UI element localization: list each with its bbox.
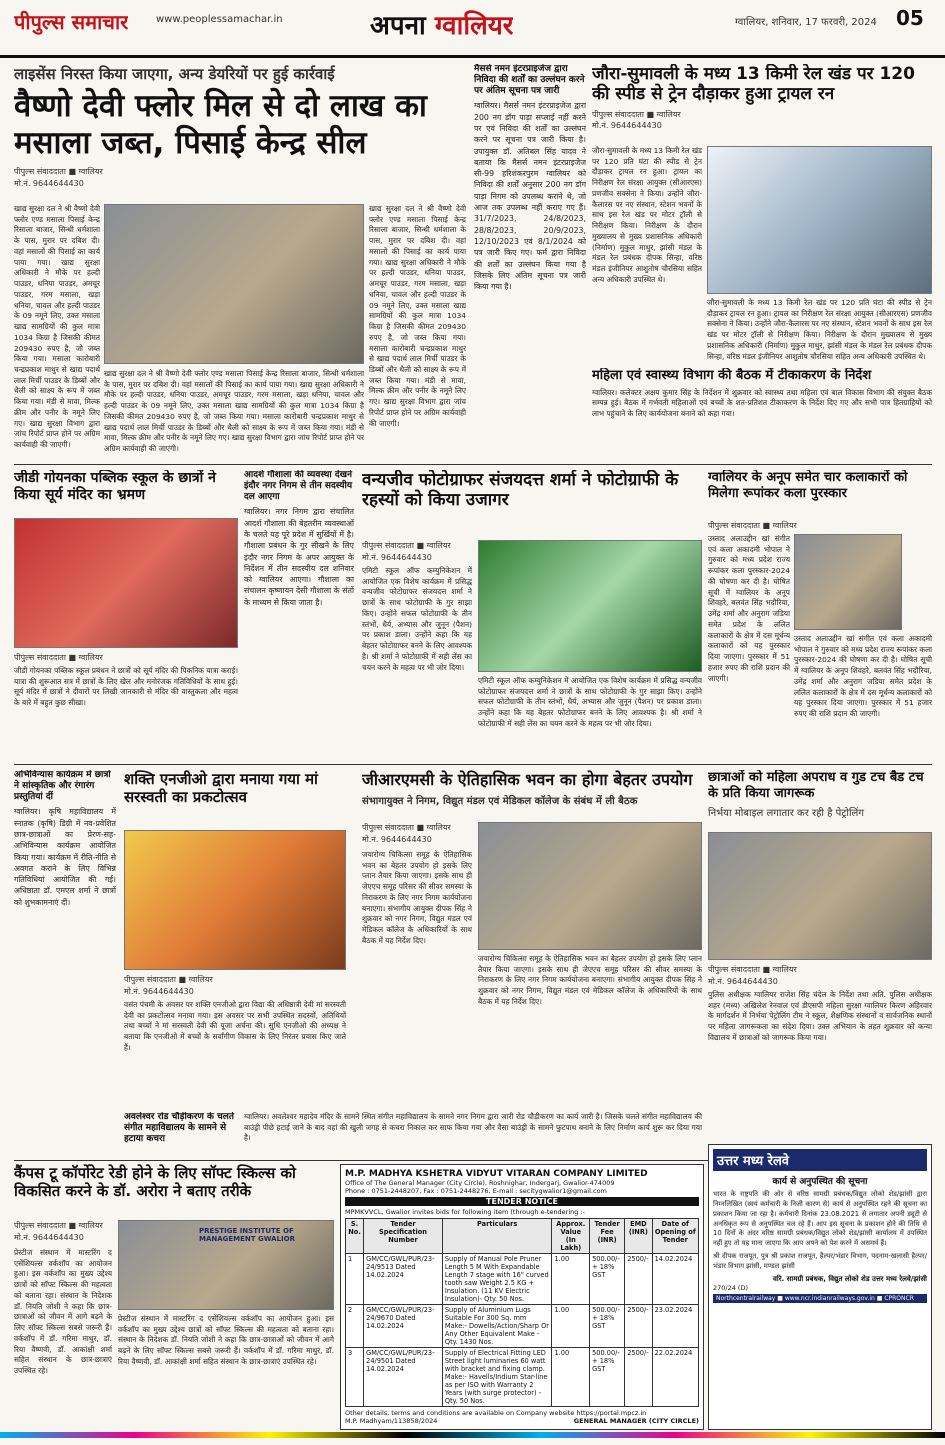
tender-cell-spec: GM/CC/GWL/PUR/23-24/9513 Dated 14.02.2024 xyxy=(364,1254,443,1305)
tender-cell-value: 1.00 xyxy=(552,1305,590,1348)
byline: पीपुल्स संवाददाता ■ ग्वालियर xyxy=(592,109,681,119)
page-header xyxy=(0,0,945,58)
article-headline: आदर्श गौशाला की व्यवस्था देखने इंदौर नगर निगम से तीन सदस्यीय दल आएगा xyxy=(244,470,353,502)
tender-cell-emd: 2500/- xyxy=(625,1305,652,1348)
mobile-number: मो.नं. 9644644430 xyxy=(362,553,432,562)
article-headline: ग्वालियर के अनूप समेत चार कलाकारों को मिलेगा रूपांकर कला पुरस्कार xyxy=(708,470,908,501)
article-photo xyxy=(124,830,346,970)
railway-social: Northcentralrailway ■ www.ncr.indianrailways.gov.in ■ CPRONCR xyxy=(713,1294,927,1303)
institute-banner: PRESTIGE INSTITUTE OF MANAGEMENT GWALIOR xyxy=(199,1227,295,1243)
masthead: पीपुल्स समाचार xyxy=(14,10,129,34)
tender-col-header: Approx. Value (In Lakh) xyxy=(552,1219,590,1254)
tender-cell-spec: GM/CC/GWL/PUR/23-24/9501 Dated 14.02.2024 xyxy=(364,1348,443,1407)
article-headline: मैसर्स नमन इंटरप्राइजेज द्वारा निविदा की शर्तों का उल्लंघन करने पर अंतिम सूचना पत्र जारी xyxy=(474,64,585,96)
dateline: ग्वालियर, शनिवार, 17 फरवरी, 2024 xyxy=(735,17,877,28)
article-body: पुलिस अधीक्षक ग्वालियर राजेश सिंह चंदेल के निर्देश तथा अति. पुलिस अधीक्षक शहर (मध्य) अखिलेश रेनवाल एवं डीएसपी महिला सुरक्षा ग्वालियर किरण अहिरवार के मार्गदर्शन में निर्भया पेट्रोलिंग टीम ने स्कूल, शैक्षणिक संस्थानों व सार्वजनिक स्थानों पर महिला जागरूकता का संदेश दिया। उक्त अभियान के तहत शुक्रवार को कन्या विद्यालय में छात्राओं को जागरूक किया गया। xyxy=(708,990,932,1042)
mobile-number: मो.नं. 9644644430 xyxy=(362,835,432,844)
website-link[interactable]: www.peoplessamachar.in xyxy=(156,14,283,25)
tender-cell-spec: GM/CC/GWL/PUR/23-24/9670 Dated 14.02.2024 xyxy=(364,1305,443,1348)
article-body: ग्वालियर। कृषि महाविद्यालय में स्नातक (कृषि) डिग्री में नव-प्रवेशित छात्र-छात्राओं का प्रेरण-सह-अभिविन्यास कार्यक्रम आयोजित किया गया। कार्यक्रम में रीति-नीति से अवगत कराने के लिए विभिन्न गतिविधियां आयोजित की गईं। अधिष्ठाता डॉ. एमएल शर्मा ने छात्रों को शुभकामनाएं दीं। xyxy=(14,807,116,907)
tender-company: M.P. MADHYA KSHETRA VIDYUT VITARAN COMPANY LIMITED xyxy=(345,1169,648,1179)
tender-cell-sno: 1 xyxy=(346,1254,364,1305)
article-body: जौरा-सुमावली के मध्य 13 किमी रेल खंड पर 120 प्रति घंटा की स्पीड से ट्रेन दौड़ाकर ट्रायल रन हुआ। ट्रायल का निरीक्षण रेल संरक्षा आयुक्त (सीआरएस) प्रणजीव सक्सेना ने किया। उन्होंने जौरा-कैलारस पर नए संस्थान, स्टेशन भवनों के साथ इस रेल खंड पर मोटर ट्रॉली से निरीक्षण किया। निरीक्षण के दौरान मुख्यालय से मुख्य प्रशासनिक अधिकारी (निर्माण) मुकुल माथुर, झांसी मंडल के मंडल रेल प्रबंधक दीपक सिन्हा, वरिष्ठ मंडल इंजीनियर आशुतोष चौरसिया सहित अन्य अधिकारी उपस्थित थे। xyxy=(592,146,702,284)
article-gaushala xyxy=(244,470,354,760)
tender-cell-date: 14.02.2024 xyxy=(652,1254,698,1305)
tender-cell-sno: 3 xyxy=(346,1348,364,1407)
article-body: जीडी गोयनका पब्लिक स्कूल प्रबंधन ने छात्रों को सूर्य मंदिर की पिकनिक यात्रा कराई। यात्रा की शुरूआत सत्र में छात्रों के लिए खेल और मनोरंजक गतिविधियों के साथ हुई। सूर्य मंदिर में छात्रों ने दीवारों पर लिखी जानकारी से मंदिर की वास्तुकला और महत्व के बारे में बहुत कुछ सीखा। xyxy=(14,666,238,708)
article-orientation xyxy=(14,770,116,1156)
article-photo xyxy=(118,1220,334,1310)
article-body: जयारोग्य चिकित्सा समूह के ऐतिहासिक भवन का बेहतर उपयोग हो इसके लिए प्लान तैयार किया जाएगा। इसके साथ ही जेएएच समूह परिसर की सीवर समस्या के निराकरण के लिए नगर निगम कार्ययोजना बनाएगा। संभागीय आयुक्त दीपक सिंह ने शुक्रवार को नगर निगम, विद्युत मंडल एवं मेडिकल कॉलेज के अधिकारियों के साथ बैठक में यह निर्देश दिए। xyxy=(362,850,472,945)
page-number: 05 xyxy=(896,6,924,30)
railway-notice xyxy=(708,1144,932,1430)
print-color-bar xyxy=(0,1432,945,1438)
tender-table xyxy=(345,1218,699,1407)
railway-employee: श्री दीपक राजपूत, पुत्र श्री प्रकाश राजपूत, हैल्पर/भंडार विभाग, पदनाम-खलासी हैल्पर/भंडार विभाग झांसी, मण्डल झांसी xyxy=(713,1252,927,1270)
tender-notice-title: TENDER NOTICE xyxy=(345,1197,699,1206)
article-vaccination xyxy=(592,368,932,460)
article-body-cont: जयारोग्य चिकित्सा समूह के ऐतिहासिक भवन का बेहतर उपयोग हो इसके लिए प्लान तैयार किया जाएगा। इसके साथ ही जेएएच समूह परिसर की सीवर समस्या के निराकरण के लिए नगर निगम कार्ययोजना बनाएगा। संभागीय आयुक्त दीपक सिंह ने शुक्रवार को नगर निगम, विद्युत मंडल एवं मेडिकल कॉलेज के अधिकारियों के साथ बैठक में यह निर्देश दिए। xyxy=(478,954,702,1006)
article-art-award xyxy=(708,470,932,760)
article-good-touch xyxy=(708,770,932,1140)
article-headline: महिला एवं स्वास्थ्य विभाग की बैठक में टीकाकरण के निर्देश xyxy=(592,368,872,383)
byline: पीपुल्स संवाददाता ■ ग्वालियर xyxy=(124,975,213,984)
tender-cell-particulars: Supply of Manual Pole Pruner Length 5 M With Expandable Length 7 stage with 16" curved tooth saw Weight 2.5 KG + Insulation. (11 KV Electric Insulation)- Qty. 50 Nos. xyxy=(442,1254,552,1305)
article-body: उस्ताद अलाउद्दीन खां संगीत एवं कला अकादमी भोपाल ने गुरुवार को मध्य प्रदेश राज्य रूपांकर कला पुरस्कार-2024 की घोषणा कर दी है। घोषित सूची में ग्वालियर के अनूप शिवहरे, बलवंत सिंह भदौरिया, उमेंद्र शर्मा और अनुराग जडिया समेत प्रदेश के ललित कलाकारों के क्षेत्र में दस मूर्धन्य कलाकारों को यह पुरस्कार दिया जाएगा। पुरस्कार में 51 हजार रुपए की राशि प्रदान की जाएगी। xyxy=(708,534,790,683)
tender-footer: Other details, terms and conditions are available on Company website https://portal.mpcz.in xyxy=(345,1409,647,1417)
article-road-widening xyxy=(124,1112,702,1156)
article-photo xyxy=(794,534,902,630)
section-title xyxy=(370,6,513,42)
tender-signatory: GENERAL MANAGER (CITY CIRCLE) xyxy=(573,1417,699,1425)
railway-subtitle: कार्य से अनुपस्थित की सूचना xyxy=(772,1177,868,1187)
article-headline: जीआरएमसी के ऐतिहासिक भवन का होगा बेहतर उपयोग xyxy=(362,770,693,789)
tender-ref: M.P. Madhyam/113858/2024 xyxy=(345,1417,438,1425)
article-saraswati xyxy=(124,770,346,1138)
tender-col-header: Particulars xyxy=(442,1219,552,1254)
tender-cell-emd: 2500/- xyxy=(625,1254,652,1305)
byline: पीपुल्स संवाददाता ■ ग्वालियर xyxy=(362,823,451,832)
article-photo xyxy=(478,822,702,950)
article-gd-goenka xyxy=(14,470,238,760)
article-body: वसंत पंचमी के अवसर पर शक्ति एनजीओ द्वारा विद्या की अधिष्ठात्री देवी मां सरस्वती देवी का प्रकटोत्सव मनाया गया। इस अवसर पर सभी उपस्थित सदस्यों, अतिथियों तथा बच्चों ने मां सरस्वती देवी की पूजा अर्चना की। सुधि एनजीओ की अध्यक्ष ने बताया कि एनजीओ में बच्चों के सर्वांगीण विकास के लिए निरंतर प्रयास किए जाते हैं। xyxy=(124,1000,346,1052)
tender-cell-sno: 2 xyxy=(346,1305,364,1348)
divider xyxy=(14,464,932,465)
railway-body: भारत के राष्ट्रपति की ओर से वरिष्ठ सामग्री प्रबंधक/विद्युत लोको शेड/झांसी द्वारा निम्नलिखित (स्वयं कर्मचारी के निजी कारण से) कार्य से अनुपस्थित रहने की सूचना का प्रकाशन किया जा रहा है। कर्मचारी दिनांक 23.08.2021 से लगातार अपनी ड्यूटी से अनधिकृत रूप से अनुपस्थित चल रहे हैं। आप इस सूचना के प्रकाशन होने की तिथि से 10 दिनों के अंदर वरिष्ठ सामग्री प्रबंधक/विद्युत लोको शेड/झांसी कार्यालय में उपस्थित नहीं हुए तो यह माना जाएगा कि आप अपने को पेश करने में असमर्थ हैं। xyxy=(713,1190,927,1248)
article-photo xyxy=(14,518,238,648)
tender-cell-fee: 500.00/- + 18% GST xyxy=(590,1254,625,1305)
tender-cell-value: 1.00 xyxy=(552,1254,590,1305)
article-body: खाद्य सुरक्षा दल ने श्री वैष्णो देवी फ्लोर एण्ड मसाला पिसाई केन्द्र रिसाला बाजार, सिन्धी धर्मशाला के पास, मुरार पर दबिश दी। वहां मसालों की पिसाई का कार्य पाया गया। खाद्य सुरक्षा अधिकारी ने मौके पर हल्दी पाउडर, धनिया पाउडर, अमचूर पाउडर, गरम मसाला, खड़ा धनिया, चावल और हल्दी पाउडर के 09 नमूने लिए, उक्त मसाला खाद्य सामग्रियों की कुल मात्रा 1034 किग्रा है जिसकी कीमत 209430 रुपए है, जो जब्त किया गया। मसाला कारोबारी चन्द्रप्रकाश माथुर से खाद्य पदार्थ लाल मिर्ची पाउडर के डिब्बों और थैली को साक्ष्य के रूप में जब्त किया गया। मंडी से मावा, मिल्क क्रीम और पनीर के नमूने लिए गए। खाद्य सुरक्षा विभाग द्वारा जांच रिपोर्ट प्राप्त होने पर अग्रिम कार्यवाही की जाएगी। xyxy=(14,204,100,450)
tender-invite: MPMKVVCL, Gwalior invites bids for following item (through e-tendering :- xyxy=(345,1208,585,1216)
section-prefix: अपना xyxy=(370,11,426,41)
tender-col-header: EMD (INR) xyxy=(625,1219,652,1254)
article-headline: अभिविन्यास कार्यक्रम में छात्रों ने सांस्कृतिक और रंगारंग प्रस्तुतियां दीं xyxy=(14,770,111,802)
tender-cell-particulars: Supply of Aluminium Lugs Suitable For 300 Sq. mm Make:- Dowells/Action/Sharp Or Any Other Equivalent Make - Qty. 1430 Nos. xyxy=(442,1305,552,1348)
article-headline: वैष्णो देवी फ्लोर मिल से दो लाख का मसाला जब्त, पिसाई केन्द्र सील xyxy=(14,88,427,162)
tender-cell-fee: 500.00/- + 18% GST xyxy=(590,1305,625,1348)
article-headline: शक्ति एनजीओ द्वारा मनाया गया मां सरस्वती का प्रकटोत्सव xyxy=(124,770,318,806)
article-subheadline: संभागायुक्त ने निगम, विद्युत मंडल एवं मेडिकल कॉलेज के संबंध में ली बैठक xyxy=(362,796,638,808)
tender-row xyxy=(346,1305,699,1348)
railway-signature: वरि. सामग्री प्रबंधक, विद्युत लोको शेड उत्तर मध्य रेलवे/झांसी xyxy=(772,1274,927,1283)
article-headline: जौरा-सुमावली के मध्य 13 किमी रेल खंड पर 120 की स्पीड से ट्रेन दौड़ाकर हुआ ट्रायल रन xyxy=(592,64,915,105)
tender-office: Office of The General Manager (City Circle), Roshnighar, Indergarj, Gwalior-474009 xyxy=(345,1179,615,1187)
article-body-cont: प्रेस्टीज संस्थान में मास्टरिंग द एसेंशियल्स वर्कशॉप का आयोजन हुआ। इस वर्कशॉप का मुख्य उद्देश्य छात्रों को सॉफ्ट स्किल्स की महत्वता को बताना रहा। संस्थान के निदेशक डॉ. नियति जोशी ने कहा कि छात्र-छात्राओं को जीवन में आगे बढ़ने के लिए सॉफ्ट स्किल्स सबसे जरूरी हैं। वर्कशॉप में डॉ. गरिमा माथुर, डॉ. रिया वैष्णवी, डॉ. आकांक्षी शर्मा सहित संस्थान के छात्र-छात्राएं उपस्थित रहे। xyxy=(118,1314,334,1366)
article-body-cont: खाद्य सुरक्षा दल ने श्री वैष्णो देवी फ्लोर एण्ड मसाला पिसाई केन्द्र रिसाला बाजार, सिन्धी धर्मशाला के पास, मुरार पर दबिश दी। वहां मसालों की पिसाई का कार्य पाया गया। खाद्य सुरक्षा अधिकारी ने मौके पर हल्दी पाउडर, धनिया पाउडर, अमचूर पाउडर, गरम मसाला, खड़ा धनिया, चावल और हल्दी पाउडर के 09 नमूने लिए, उक्त मसाला खाद्य सामग्रियों की कुल मात्रा 1034 किग्रा है जिसकी कीमत 209430 रुपए है, जो जब्त किया गया। मसाला कारोबारी चन्द्रप्रकाश माथुर से खाद्य पदार्थ लाल मिर्ची पाउडर के डिब्बों और थैली को साक्ष्य के रूप में जब्त किया गया। मंडी से मावा, मिल्क क्रीम और पनीर के नमूने लिए गए। खाद्य सुरक्षा विभाग द्वारा जांच रिपोर्ट प्राप्त होने पर अग्रिम कार्यवाही की जाएगी। xyxy=(104,369,364,454)
tender-cell-value: 1.00 xyxy=(552,1348,590,1407)
article-headline: कैंपस टू कॉर्पोरेट रेडी होने के लिए सॉफ्ट स्किल्स को विकसित करने के डॉ. अरोरा ने बताए तरीके xyxy=(14,1164,296,1200)
tender-row xyxy=(346,1254,699,1305)
article-rail-trial xyxy=(592,64,932,364)
article-subheadline: निर्भया मोबाइल लगातार कर रही है पेट्रोलिंग xyxy=(708,808,864,820)
article-headline: वन्यजीव फोटोग्राफर संजयदत्त शर्मा ने फोटोग्राफी के रहस्यों को किया उजागर xyxy=(362,470,679,511)
tender-col-header: Date of Opening of Tender xyxy=(652,1219,698,1254)
article-photo xyxy=(708,832,932,960)
article-body-cont: एमिटी स्कूल ऑफ कम्युनिकेशन में आयोजित एक विशेष कार्यक्रम में प्रसिद्ध वन्यजीव फोटोग्राफर संजयदत्त शर्मा ने छात्रों के साथ फोटोग्राफी के गुर साझा किए। उन्होंने सफल फोटोग्राफी के तीन स्तंभों, धैर्य, अभ्यास और जुनून (पैशन) पर प्रकाश डाला। उन्होंने कहा कि यह बेहतर फोटोग्राफर बनने के लिए आवश्यक है। श्री शर्मा ने फोटोग्राफी में सही लेंस का चयन करने के महत्व पर भी जोर दिया। xyxy=(478,676,702,728)
tender-contact: Phone : 0751-2448207, Fax : 0751-2448276, E-mail : secitygwalior1@gmail.com xyxy=(345,1187,607,1195)
mobile-number: मो.नं. 9644644430 xyxy=(708,977,778,986)
byline: पीपुल्स संवाददाता ■ ग्वालियर xyxy=(14,1221,103,1230)
railway-title: उत्तर मध्य रेलवे xyxy=(713,1149,927,1171)
article-photo xyxy=(707,146,932,294)
article-flour-mill xyxy=(14,64,466,460)
article-kicker: लाइसेंस निरस्त किया जाएगा, अन्य डेयरियों पर हुई कार्रवाई xyxy=(14,65,335,83)
mobile-number: मो.नं. 9644644430 xyxy=(14,178,84,188)
divider xyxy=(14,764,932,765)
article-wildlife-photographer xyxy=(362,470,702,760)
article-body: प्रेस्टीज संस्थान में मास्टरिंग द एसेंशियल्स वर्कशॉप का आयोजन हुआ। इस वर्कशॉप का मुख्य उद्देश्य छात्रों को सॉफ्ट स्किल्स की महत्वता को बताना रहा। संस्थान के निदेशक डॉ. नियति जोशी ने कहा कि छात्र-छात्राओं को जीवन में आगे बढ़ने के लिए सॉफ्ट स्किल्स सबसे जरूरी हैं। वर्कशॉप में डॉ. गरिमा माथुर, डॉ. रिया वैष्णवी, डॉ. आकांक्षी शर्मा सहित संस्थान के छात्र-छात्राएं उपस्थित रहे। xyxy=(14,1248,112,1376)
article-photo xyxy=(104,204,364,364)
mobile-number: मो.नं. 9644644430 xyxy=(124,987,194,996)
article-body: ग्वालियर। नगर निगम द्वारा संचालित आदर्श गौशाला की बेहतरीन व्यवस्थाओं के चलते यह पूरे प्रदेश में सुर्खियों में है। गौशाला प्रबंधन के गुर सीखने के लिए इंदौर नगर निगम के अपर आयुक्त के निर्देशन में तीन सदस्यीय दल शनिवार को ग्वालियर आएगा। गौशाला का संचालन कृष्णायन देसी गौशाला के संतों के माध्यम से किया जाता है। xyxy=(244,507,354,607)
mobile-number: मो.नं. 9644644430 xyxy=(592,120,662,130)
article-tender-notice-naman xyxy=(474,64,586,460)
article-body-cont: जौरा-सुमावली के मध्य 13 किमी रेल खंड पर 120 प्रति घंटा की स्पीड से ट्रेन दौड़ाकर ट्रायल रन हुआ। ट्रायल का निरीक्षण रेल संरक्षा आयुक्त (सीआरएस) प्रणजीव सक्सेना ने किया। उन्होंने जौरा-कैलारस पर नए संस्थान, स्टेशन भवनों के साथ इस रेल खंड पर मोटर ट्रॉली से निरीक्षण किया। निरीक्षण के दौरान मुख्यालय से मुख्य प्रशासनिक अधिकारी (निर्माण) मुकुल माथुर, झांसी मंडल के मंडल रेल प्रबंधक दीपक सिन्हा, वरिष्ठ मंडल इंजीनियर आशुतोष चौरसिया सहित अन्य अधिकारी उपस्थित थे। xyxy=(707,298,932,361)
article-body-cont: खाद्य सुरक्षा दल ने श्री वैष्णो देवी फ्लोर एण्ड मसाला पिसाई केन्द्र रिसाला बाजार, सिन्धी धर्मशाला के पास, मुरार पर दबिश दी। वहां मसालों की पिसाई का कार्य पाया गया। खाद्य सुरक्षा अधिकारी ने मौके पर हल्दी पाउडर, धनिया पाउडर, अमचूर पाउडर, गरम मसाला, खड़ा धनिया, चावल और हल्दी पाउडर के 09 नमूने लिए, उक्त मसाला खाद्य सामग्रियों की कुल मात्रा 1034 किग्रा है जिसकी कीमत 209430 रुपए है, जो जब्त किया गया। मसाला कारोबारी चन्द्रप्रकाश माथुर से खाद्य पदार्थ लाल मिर्ची पाउडर के डिब्बों और थैली को साक्ष्य के रूप में जब्त किया गया। मंडी से मावा, मिल्क क्रीम और पनीर के नमूने लिए गए। खाद्य सुरक्षा विभाग द्वारा जांच रिपोर्ट प्राप्त होने पर अग्रिम कार्यवाही की जाएगी। xyxy=(369,204,466,428)
byline: पीपुल्स संवाददाता ■ ग्वालियर xyxy=(708,521,797,530)
mobile-number: मो.नं. 9644644430 xyxy=(14,1233,84,1242)
article-headline: अवलेश्वर रोड चौड़ीकरण के चलते संगीत महाविद्यालय के सामने से हटाया कचरा xyxy=(124,1112,235,1144)
article-campus-to-corporate xyxy=(14,1164,334,1430)
byline: पीपुल्स संवाददाता ■ ग्वालियर xyxy=(708,965,797,974)
tender-cell-date: 22.02.2024 xyxy=(652,1348,698,1407)
railway-ref: 270/24 (D) xyxy=(713,1283,749,1292)
article-body: ग्वालियर। कलेक्टर अक्षय कुमार सिंह के निर्देशन में शुक्रवार को स्वास्थ्य तथा महिला एवं बाल विकास विभाग की संयुक्त बैठक सम्पन्न हुई। बैठक में गर्भवती महिलाओं एवं बच्चों के शत-प्रतिशत टीकाकरण के निर्देश दिए गए और सभी पात्र हितग्राहियों को लाभ पहुंचाने के लिए कार्ययोजना बनाने को कहा गया। xyxy=(592,387,932,419)
tender-cell-emd: 2500/- xyxy=(625,1348,652,1407)
tender-col-header: S. No. xyxy=(346,1219,364,1254)
article-headline: जीडी गोयनका पब्लिक स्कूल के छात्रों ने किया सूर्य मंदिर का भ्रमण xyxy=(14,470,216,503)
article-body: ग्वालियर। अवलेश्वर महादेव मंदिर के सामने स्थित संगीत महाविद्यालय के सामने नगर निगम द्वारा जारी रोड चौड़ीकरण का कार्य जारी है। जिसके चलते संगीत महाविद्यालय की बाउंड्री पीछे हटाई जाने के बाद वहां की खुली जगह से कचरा निकाल कर साफ किया गया और वैसा बाउंड्री के सामने फुटपाथ बनाने के लिए निर्माण कार्य शुरू कर दिया गया है। xyxy=(244,1112,702,1143)
article-photo xyxy=(478,540,702,672)
tender-col-header: Tender Fee (INR) xyxy=(590,1219,625,1254)
tender-cell-fee: 500.00/- + 18% GST xyxy=(590,1348,625,1407)
tender-cell-particulars: Supply of Electrical Fitting LED Street light luminaries 60 watt with bracket and fixing clamp. Make:- Havells/Indium Star-line as per ISO with Warranty 2 Years (with surge protector) - Qty. 50 Nos. xyxy=(442,1348,552,1407)
tender-col-header: Tender Specification Number xyxy=(364,1219,443,1254)
byline: पीपुल्स संवाददाता ■ ग्वालियर xyxy=(14,653,103,662)
tender-advertisement xyxy=(340,1164,704,1430)
tender-cell-date: 23.02.2024 xyxy=(652,1305,698,1348)
article-body-cont: उस्ताद अलाउद्दीन खां संगीत एवं कला अकादमी भोपाल ने गुरुवार को मध्य प्रदेश राज्य रूपांकर कला पुरस्कार-2024 की घोषणा कर दी है। घोषित सूची में ग्वालियर के अनूप शिवहरे, बलवंत सिंह भदौरिया, उमेंद्र शर्मा और अनुराग जडिया समेत प्रदेश के ललित कलाकारों के क्षेत्र में दस मूर्धन्य कलाकारों को यह पुरस्कार दिया जाएगा। पुरस्कार में 51 हजार रुपए की राशि प्रदान की जाएगी। xyxy=(794,634,932,719)
section-city: ग्वालियर xyxy=(434,11,514,41)
byline: पीपुल्स संवाददाता ■ ग्वालियर xyxy=(362,541,451,550)
article-headline: छात्राओं को महिला अपराध व गुड टच बैड टच के प्रति किया जागरूक xyxy=(708,770,924,801)
article-body: एमिटी स्कूल ऑफ कम्युनिकेशन में आयोजित एक विशेष कार्यक्रम में प्रसिद्ध वन्यजीव फोटोग्राफर संजयदत्त शर्मा ने छात्रों के साथ फोटोग्राफी के गुर साझा किए। उन्होंने सफल फोटोग्राफी के तीन स्तंभों, धैर्य, अभ्यास और जुनून (पैशन) पर प्रकाश डाला। उन्होंने कहा कि यह बेहतर फोटोग्राफर बनने के लिए आवश्यक है। श्री शर्मा ने फोटोग्राफी में सही लेंस का चयन करने के महत्व पर भी जोर दिया। xyxy=(362,566,472,672)
byline: पीपुल्स संवाददाता ■ ग्वालियर xyxy=(14,167,103,177)
article-grmc xyxy=(362,770,702,1110)
tender-row xyxy=(346,1348,699,1407)
article-body: ग्वालियर। मैसर्स नमन इंटरप्राइजेज द्वारा 200 नग डॉग पाड़ा सप्लाई नहीं करने पर एवं निविदा की शर्तों का उल्लंघन करने पर सूचना पत्र जारी किया है। उपायुक्त डॉ. अतिबल सिंह यादव ने बताया कि मैसर्स नमन इंटरप्राइजेज सी-99 हरिशंकरपुरम ग्वालियर को निविदा की शर्तों अनुसार 200 नग डॉग पाड़ा निगम को उपलब्ध कराने थे, जो आज तक उपलब्ध नहीं कराए गए हैं। 31/7/2023, 24/8/2023, 28/8/2023, 20/9/2023, 12/10/2023 एवं 8/1/2024 को पत्र जारी किए गए। फर्म द्वारा निविदा की शर्तों का उल्लंघन किया गया है जिसके लिए अंतिम सूचना पत्र जारी किया गया है। xyxy=(474,101,586,292)
